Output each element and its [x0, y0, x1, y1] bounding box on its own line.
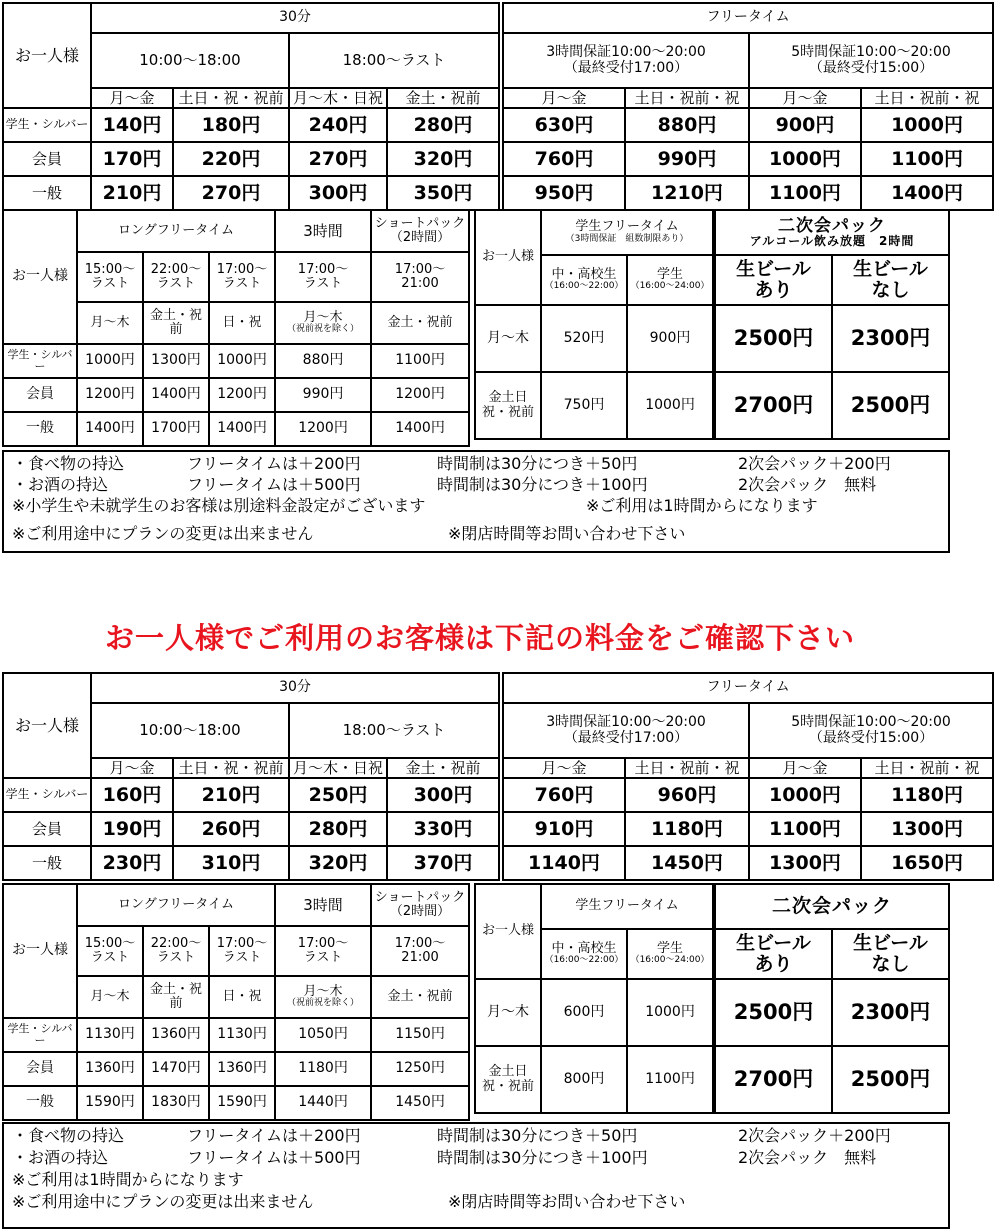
long-time-4	[275, 252, 371, 302]
price-30min-1-3: 250円	[289, 778, 387, 812]
note-3-1: ※小学生や未就学生のお客様は別途料金設定がございます	[12, 496, 426, 515]
student-col-highschool-line-1: 中・高校生	[551, 266, 617, 282]
main-rate-table	[2, 2, 500, 211]
student-col-university	[627, 255, 713, 305]
long-price-1-4: 1050円	[275, 1018, 371, 1052]
corner-label-long: お一人様	[3, 884, 77, 1018]
price-free-2-4: 1100円	[861, 142, 993, 176]
pack-price-1-2: 2300円	[832, 979, 949, 1046]
long-price-2-3: 1360円	[209, 1052, 275, 1086]
row-label-2: 会員	[3, 142, 91, 176]
second-party-pack-table	[714, 209, 950, 440]
price-free-3-4: 1400円	[861, 176, 993, 210]
price-free-2-2: 1180円	[625, 812, 749, 846]
pack-header-line-1: 二次会パック	[778, 215, 886, 236]
long-time-3	[209, 252, 275, 302]
long-row-label-1: 学生・シルバー	[3, 344, 77, 378]
long-price-3-4: 1200円	[275, 412, 371, 446]
header-short-pack-line-1: ショートパック	[374, 889, 466, 905]
pack-col-beer	[715, 929, 832, 979]
long-time-5-line-2: 21:00	[401, 276, 439, 291]
long-time-4-line-2: ラスト	[303, 950, 343, 965]
note-3-2: ※ご利用は1時間からになります	[586, 496, 818, 515]
day-type-6: 土日・祝前・祝	[625, 758, 749, 778]
long-time-3-line-2: ラスト	[222, 950, 262, 965]
price-free-2-4: 1300円	[861, 812, 993, 846]
header-free-time: フリータイム	[503, 3, 993, 33]
note-2-1: ・お酒の持込	[12, 475, 109, 494]
long-price-2-1: 1360円	[77, 1052, 143, 1086]
header-short-pack	[371, 884, 469, 926]
day-type-3: 月～木・日祝	[289, 758, 387, 778]
student-header-line-1: 学生フリータイム	[575, 219, 679, 235]
price-30min-3-2: 310円	[173, 846, 289, 880]
long-price-2-5: 1200円	[371, 378, 469, 412]
long-price-2-2: 1470円	[143, 1052, 209, 1086]
long-time-5	[371, 252, 469, 302]
note-4-1: ※ご利用途中にプランの変更は出来ません	[12, 1192, 314, 1211]
long-price-1-1: 1000円	[77, 344, 143, 378]
student-price-2-1: 800円	[541, 1046, 627, 1113]
price-30min-1-1: 160円	[91, 778, 173, 812]
day-type-5: 月～金	[503, 758, 625, 778]
long-price-1-5: 1100円	[371, 344, 469, 378]
header-3h: 3時間	[275, 210, 371, 252]
price-30min-2-4: 330円	[387, 812, 499, 846]
free-3h	[503, 703, 749, 758]
long-time-2-line-2: ラスト	[156, 950, 196, 965]
single-customer-notice: お一人様でご利用のお客様は下記の料金をご確認下さい	[104, 621, 855, 655]
long-free-time-table	[2, 883, 470, 1121]
student-col-university-line-2: （16:00～24:00）	[630, 955, 710, 966]
note-2-4: 2次会パック 無料	[738, 475, 877, 494]
long-day-1: 月～木	[77, 976, 143, 1018]
long-time-4	[275, 926, 371, 976]
price-30min-1-2: 180円	[173, 108, 289, 142]
price-30min-2-4: 320円	[387, 142, 499, 176]
price-free-3-2: 1210円	[625, 176, 749, 210]
free-5h-line-2: （最終受付15:00）	[808, 59, 934, 76]
notes-box	[2, 450, 950, 553]
header-short-pack-line-2: （2時間）	[389, 904, 451, 919]
note-4-2: ※閉店時間等お問い合わせ下さい	[448, 524, 686, 543]
student-price-2-1: 750円	[541, 372, 627, 439]
row-label-3: 一般	[3, 176, 91, 210]
day-type-4: 金土・祝前	[387, 88, 499, 108]
long-time-5-line-1: 17:00～	[394, 261, 446, 277]
long-time-3-line-2: ラスト	[222, 276, 262, 291]
price-free-2-2: 990円	[625, 142, 749, 176]
free-3h-line-1: 3時間保証10:00～20:00	[546, 44, 706, 61]
long-price-2-4: 990円	[275, 378, 371, 412]
price-30min-3-4: 350円	[387, 176, 499, 210]
note-1-4: 2次会パック＋200円	[738, 454, 891, 473]
long-price-3-1: 1400円	[77, 412, 143, 446]
price-30min-1-3: 240円	[289, 108, 387, 142]
corner-label-student: お一人様	[475, 210, 541, 305]
long-time-5	[371, 926, 469, 976]
price-free-1-2: 880円	[625, 108, 749, 142]
day-type-1: 月～金	[91, 758, 173, 778]
free-3h	[503, 33, 749, 88]
second-party-pack-table	[714, 883, 950, 1114]
long-price-1-3: 1000円	[209, 344, 275, 378]
price-30min-2-3: 270円	[289, 142, 387, 176]
row-label-1: 学生・シルバー	[3, 108, 91, 142]
free-5h-line-1: 5時間保証10:00～20:00	[791, 714, 951, 731]
student-price-1-1: 520円	[541, 305, 627, 372]
price-30min-3-3: 320円	[289, 846, 387, 880]
header-free-time: フリータイム	[503, 673, 993, 703]
long-time-1-line-1: 15:00～	[84, 261, 136, 277]
long-price-3-5: 1400円	[371, 412, 469, 446]
student-row-weekday: 月～木	[475, 305, 541, 372]
long-price-2-4: 1180円	[275, 1052, 371, 1086]
free-3h-line-1: 3時間保証10:00～20:00	[546, 714, 706, 731]
day-type-3: 月～木・日祝	[289, 88, 387, 108]
long-day-5: 金土・祝前	[371, 976, 469, 1018]
pack-price-1-1: 2500円	[715, 979, 832, 1046]
student-price-1-2: 1000円	[627, 979, 713, 1046]
price-free-3-1: 1140円	[503, 846, 625, 880]
long-time-5-line-2: 21:00	[401, 950, 439, 965]
note-1-3: 時間制は30分につき＋50円	[437, 454, 638, 473]
pack-header-line-2: アルコール飲み放題 2時間	[749, 234, 915, 249]
long-time-1-line-1: 15:00～	[84, 935, 136, 951]
long-time-2-line-1: 22:00～	[150, 261, 202, 277]
day-type-8: 土日・祝前・祝	[861, 88, 993, 108]
header-long-free-time: ロングフリータイム	[77, 210, 275, 252]
price-30min-2-2: 260円	[173, 812, 289, 846]
long-price-1-2: 1360円	[143, 1018, 209, 1052]
student-row-weekday: 月～木	[475, 979, 541, 1046]
long-time-3-line-1: 17:00～	[216, 261, 268, 277]
long-time-1-line-2: ラスト	[90, 276, 130, 291]
note-3-1: ※ご利用は1時間からになります	[12, 1170, 244, 1189]
student-price-2-2: 1000円	[627, 372, 713, 439]
free-5h-line-2: （最終受付15:00）	[808, 729, 934, 746]
header-3h: 3時間	[275, 884, 371, 926]
student-row-weekend	[475, 372, 541, 439]
header-long-free-time: ロングフリータイム	[77, 884, 275, 926]
pack-price-2-2: 2500円	[832, 1046, 949, 1113]
price-30min-2-1: 190円	[91, 812, 173, 846]
note-1-2: フリータイムは＋200円	[187, 1126, 361, 1145]
long-time-2	[143, 926, 209, 976]
long-price-2-5: 1250円	[371, 1052, 469, 1086]
day-type-2: 土日・祝・祝前	[173, 88, 289, 108]
corner-label: お一人様	[3, 3, 91, 108]
free-3h-line-2: （最終受付17:00）	[563, 59, 689, 76]
note-1-2: フリータイムは＋200円	[187, 454, 361, 473]
pack-price-2-2: 2500円	[832, 372, 949, 439]
pack-price-2-1: 2700円	[715, 1046, 832, 1113]
time-18-last: 18:00～ラスト	[289, 33, 499, 88]
price-free-2-1: 910円	[503, 812, 625, 846]
note-2-4: 2次会パック 無料	[738, 1148, 877, 1167]
price-free-1-1: 760円	[503, 778, 625, 812]
note-2-1: ・お酒の持込	[12, 1148, 109, 1167]
student-col-highschool-line-2: （16:00～22:00）	[544, 281, 624, 292]
free-3h-line-2: （最終受付17:00）	[563, 729, 689, 746]
row-label-3: 一般	[3, 846, 91, 880]
long-price-3-2: 1700円	[143, 412, 209, 446]
student-col-highschool	[541, 255, 627, 305]
free-time-table	[502, 672, 994, 881]
long-time-2-line-2: ラスト	[156, 276, 196, 291]
price-30min-2-3: 280円	[289, 812, 387, 846]
corner-label-long: お一人様	[3, 210, 77, 344]
note-2-3: 時間制は30分につき＋100円	[437, 1148, 648, 1167]
price-30min-3-4: 370円	[387, 846, 499, 880]
price-free-1-3: 1000円	[749, 778, 861, 812]
free-time-table	[502, 2, 994, 211]
day-type-7: 月～金	[749, 88, 861, 108]
long-day-4-line-2: （祝前祝を除く）	[287, 324, 360, 335]
row-label-2: 会員	[3, 812, 91, 846]
day-type-7: 月～金	[749, 758, 861, 778]
student-col-highschool	[541, 929, 627, 979]
note-1-1: ・食べ物の持込	[12, 454, 125, 473]
long-day-3: 日・祝	[209, 976, 275, 1018]
price-free-2-3: 1100円	[749, 812, 861, 846]
time-18-last: 18:00～ラスト	[289, 703, 499, 758]
student-col-highschool-line-1: 中・高校生	[551, 940, 617, 956]
price-free-3-3: 1300円	[749, 846, 861, 880]
price-free-1-4: 1000円	[861, 108, 993, 142]
pack-col-no-beer-line-2: なし	[871, 953, 910, 975]
pack-col-beer-line-2: あり	[754, 279, 793, 301]
long-day-4-line-1: 月～木	[303, 983, 343, 999]
price-30min-2-1: 170円	[91, 142, 173, 176]
long-row-label-1: 学生・シルバー	[3, 1018, 77, 1052]
pack-col-beer-line-2: あり	[754, 953, 793, 975]
long-time-1	[77, 252, 143, 302]
long-price-2-2: 1400円	[143, 378, 209, 412]
free-5h-line-1: 5時間保証10:00～20:00	[791, 44, 951, 61]
note-2-2: フリータイムは＋500円	[187, 1148, 361, 1167]
pack-header	[715, 210, 949, 255]
price-free-1-3: 900円	[749, 108, 861, 142]
header-short-pack-line-2: （2時間）	[389, 230, 451, 245]
student-col-university	[627, 929, 713, 979]
pack-price-1-2: 2300円	[832, 305, 949, 372]
time-10-18: 10:00～18:00	[91, 33, 289, 88]
price-free-2-3: 1000円	[749, 142, 861, 176]
price-free-3-3: 1100円	[749, 176, 861, 210]
long-price-1-5: 1150円	[371, 1018, 469, 1052]
free-5h	[749, 33, 993, 88]
student-price-1-2: 900円	[627, 305, 713, 372]
long-price-1-4: 880円	[275, 344, 371, 378]
student-row-weekend-line-2: 祝・祝前	[481, 1078, 534, 1094]
long-time-2	[143, 252, 209, 302]
long-row-label-2: 会員	[3, 378, 77, 412]
header-30min: 30分	[91, 3, 499, 33]
student-col-university-line-2: （16:00～24:00）	[630, 281, 710, 292]
long-day-2: 金土・祝前	[143, 976, 209, 1018]
price-free-3-1: 950円	[503, 176, 625, 210]
free-5h	[749, 703, 993, 758]
student-free-time-table	[474, 883, 714, 1114]
price-30min-2-2: 220円	[173, 142, 289, 176]
student-row-weekend-line-1: 金土日	[488, 390, 528, 406]
pack-col-no-beer-line-1: 生ビール	[853, 258, 928, 281]
header-short-pack	[371, 210, 469, 252]
long-day-2: 金土・祝前	[143, 302, 209, 344]
header-short-pack-line-1: ショートパック	[374, 215, 466, 231]
corner-label: お一人様	[3, 673, 91, 778]
student-price-2-2: 1100円	[627, 1046, 713, 1113]
long-day-1: 月～木	[77, 302, 143, 344]
note-1-3: 時間制は30分につき＋50円	[437, 1126, 638, 1145]
pack-col-beer-line-1: 生ビール	[736, 932, 811, 955]
pack-col-beer	[715, 255, 832, 305]
long-price-3-3: 1400円	[209, 412, 275, 446]
long-time-4-line-1: 17:00～	[297, 261, 349, 277]
price-30min-1-4: 280円	[387, 108, 499, 142]
price-free-1-4: 1180円	[861, 778, 993, 812]
day-type-6: 土日・祝前・祝	[625, 88, 749, 108]
student-col-university-line-1: 学生	[657, 266, 684, 282]
student-col-highschool-line-2: （16:00～22:00）	[544, 955, 624, 966]
price-30min-3-3: 300円	[289, 176, 387, 210]
note-2-2: フリータイムは＋500円	[187, 475, 361, 494]
student-header-line-2: （3時間保証 組数制限あり）	[565, 233, 689, 244]
long-time-3-line-1: 17:00～	[216, 935, 268, 951]
price-free-1-2: 960円	[625, 778, 749, 812]
day-type-8: 土日・祝前・祝	[861, 758, 993, 778]
pack-header: 二次会パック	[715, 884, 949, 929]
long-row-label-2: 会員	[3, 1052, 77, 1086]
long-price-3-1: 1590円	[77, 1086, 143, 1120]
main-rate-table	[2, 672, 500, 881]
student-header: 学生フリータイム	[541, 884, 713, 929]
long-time-1-line-2: ラスト	[90, 950, 130, 965]
long-day-4	[275, 302, 371, 344]
price-30min-3-1: 230円	[91, 846, 173, 880]
price-30min-1-1: 140円	[91, 108, 173, 142]
student-header	[541, 210, 713, 255]
long-price-3-3: 1590円	[209, 1086, 275, 1120]
long-day-4-line-2: （祝前祝を除く）	[287, 998, 360, 1009]
long-time-4-line-1: 17:00～	[297, 935, 349, 951]
long-price-2-1: 1200円	[77, 378, 143, 412]
header-30min: 30分	[91, 673, 499, 703]
price-free-2-1: 760円	[503, 142, 625, 176]
note-2-3: 時間制は30分につき＋100円	[437, 475, 648, 494]
long-time-4-line-2: ラスト	[303, 276, 343, 291]
long-price-3-2: 1830円	[143, 1086, 209, 1120]
note-4-2: ※閉店時間等お問い合わせ下さい	[448, 1192, 686, 1211]
price-30min-3-2: 270円	[173, 176, 289, 210]
long-day-3: 日・祝	[209, 302, 275, 344]
note-4-1: ※ご利用途中にプランの変更は出来ません	[12, 524, 314, 543]
pack-col-no-beer-line-2: なし	[871, 279, 910, 301]
long-price-1-1: 1130円	[77, 1018, 143, 1052]
long-day-4-line-1: 月～木	[303, 309, 343, 325]
long-row-label-3: 一般	[3, 1086, 77, 1120]
day-type-1: 月～金	[91, 88, 173, 108]
day-type-2: 土日・祝・祝前	[173, 758, 289, 778]
long-price-3-4: 1440円	[275, 1086, 371, 1120]
pack-price-2-1: 2700円	[715, 372, 832, 439]
pack-col-no-beer	[832, 255, 949, 305]
note-1-1: ・食べ物の持込	[12, 1126, 125, 1145]
student-free-time-table	[474, 209, 714, 440]
pack-price-1-1: 2500円	[715, 305, 832, 372]
long-time-2-line-1: 22:00～	[150, 935, 202, 951]
long-time-1	[77, 926, 143, 976]
long-row-label-3: 一般	[3, 412, 77, 446]
long-free-time-table	[2, 209, 470, 447]
day-type-5: 月～金	[503, 88, 625, 108]
pack-col-no-beer-line-1: 生ビール	[853, 932, 928, 955]
long-price-1-3: 1130円	[209, 1018, 275, 1052]
price-free-1-1: 630円	[503, 108, 625, 142]
long-day-5: 金土・祝前	[371, 302, 469, 344]
long-time-5-line-1: 17:00～	[394, 935, 446, 951]
long-time-3	[209, 926, 275, 976]
student-col-university-line-1: 学生	[657, 940, 684, 956]
pack-col-no-beer	[832, 929, 949, 979]
long-price-3-5: 1450円	[371, 1086, 469, 1120]
notes-box	[2, 1122, 950, 1229]
price-free-3-4: 1650円	[861, 846, 993, 880]
price-30min-1-2: 210円	[173, 778, 289, 812]
student-row-weekend-line-1: 金土日	[488, 1064, 528, 1080]
row-label-1: 学生・シルバー	[3, 778, 91, 812]
long-price-2-3: 1200円	[209, 378, 275, 412]
price-free-3-2: 1450円	[625, 846, 749, 880]
long-price-1-2: 1300円	[143, 344, 209, 378]
student-row-weekend	[475, 1046, 541, 1113]
long-day-4	[275, 976, 371, 1018]
student-row-weekend-line-2: 祝・祝前	[481, 404, 534, 420]
price-30min-3-1: 210円	[91, 176, 173, 210]
day-type-4: 金土・祝前	[387, 758, 499, 778]
price-30min-1-4: 300円	[387, 778, 499, 812]
pack-col-beer-line-1: 生ビール	[736, 258, 811, 281]
student-price-1-1: 600円	[541, 979, 627, 1046]
corner-label-student: お一人様	[475, 884, 541, 979]
time-10-18: 10:00～18:00	[91, 703, 289, 758]
note-1-4: 2次会パック＋200円	[738, 1126, 891, 1145]
